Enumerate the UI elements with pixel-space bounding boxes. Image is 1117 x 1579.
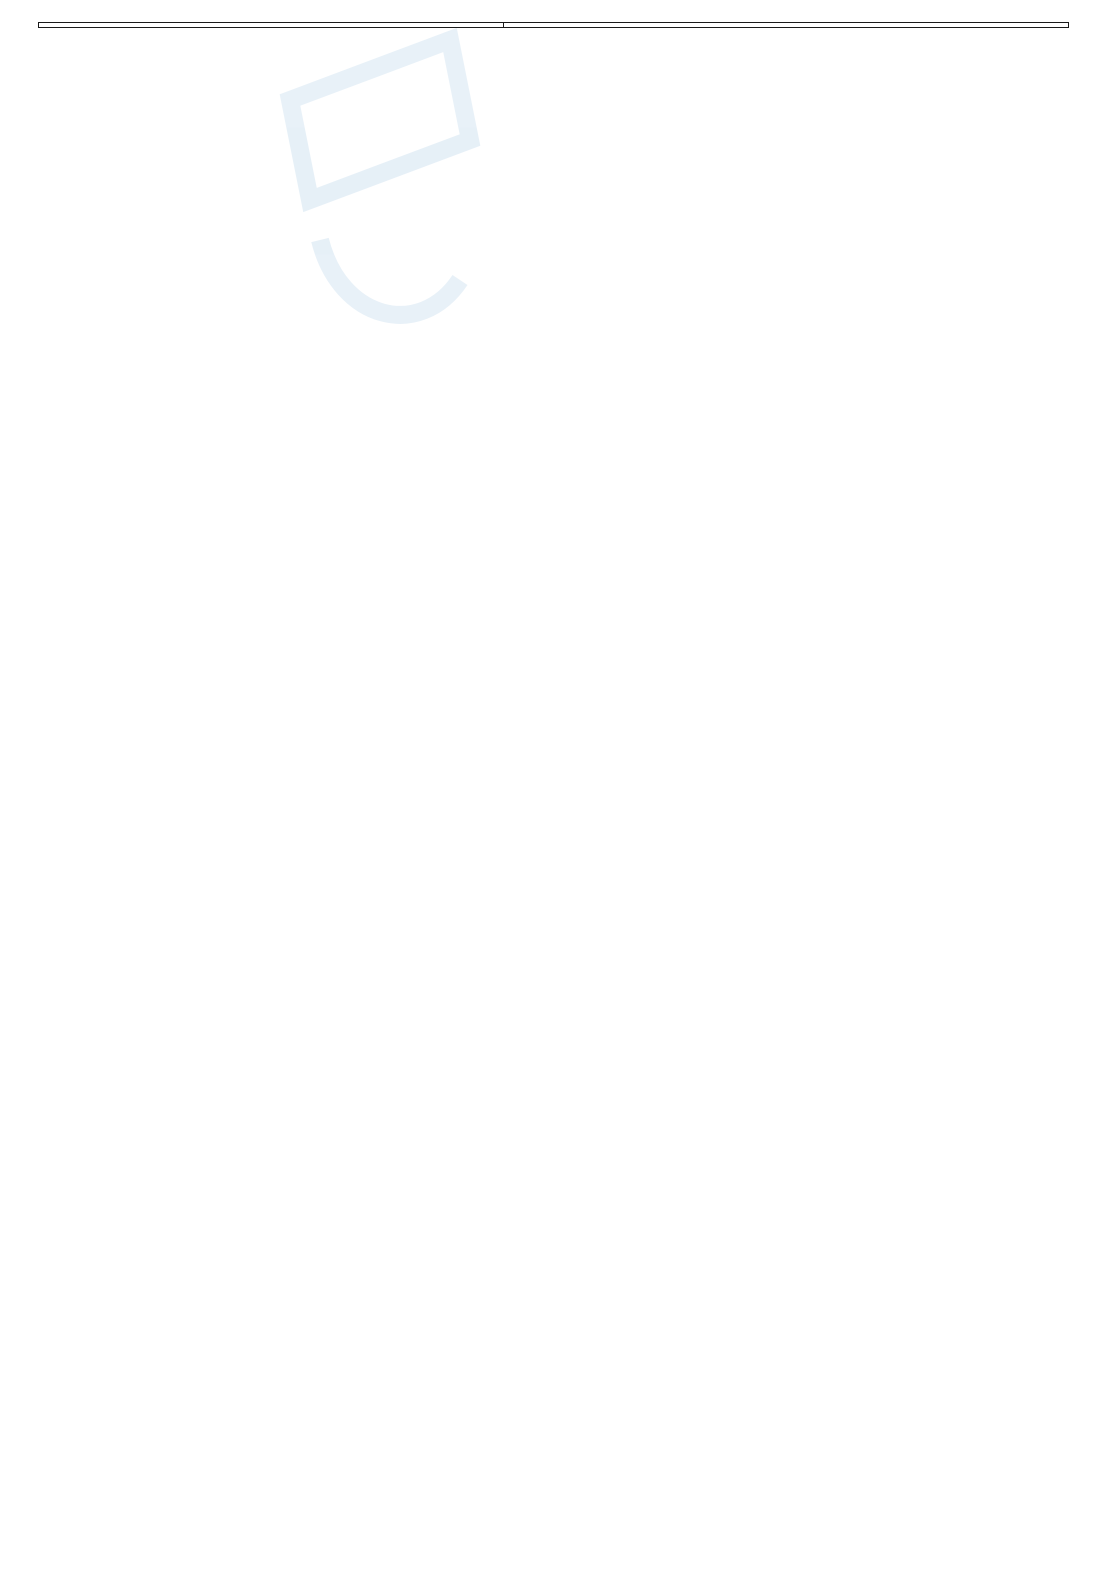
qa-table — [38, 22, 1069, 28]
answer-cell — [504, 23, 1069, 28]
qa-table-body — [39, 23, 1069, 28]
watermark-logo-icon — [250, 20, 510, 380]
table-row — [39, 23, 1069, 28]
question-cell — [39, 23, 504, 28]
